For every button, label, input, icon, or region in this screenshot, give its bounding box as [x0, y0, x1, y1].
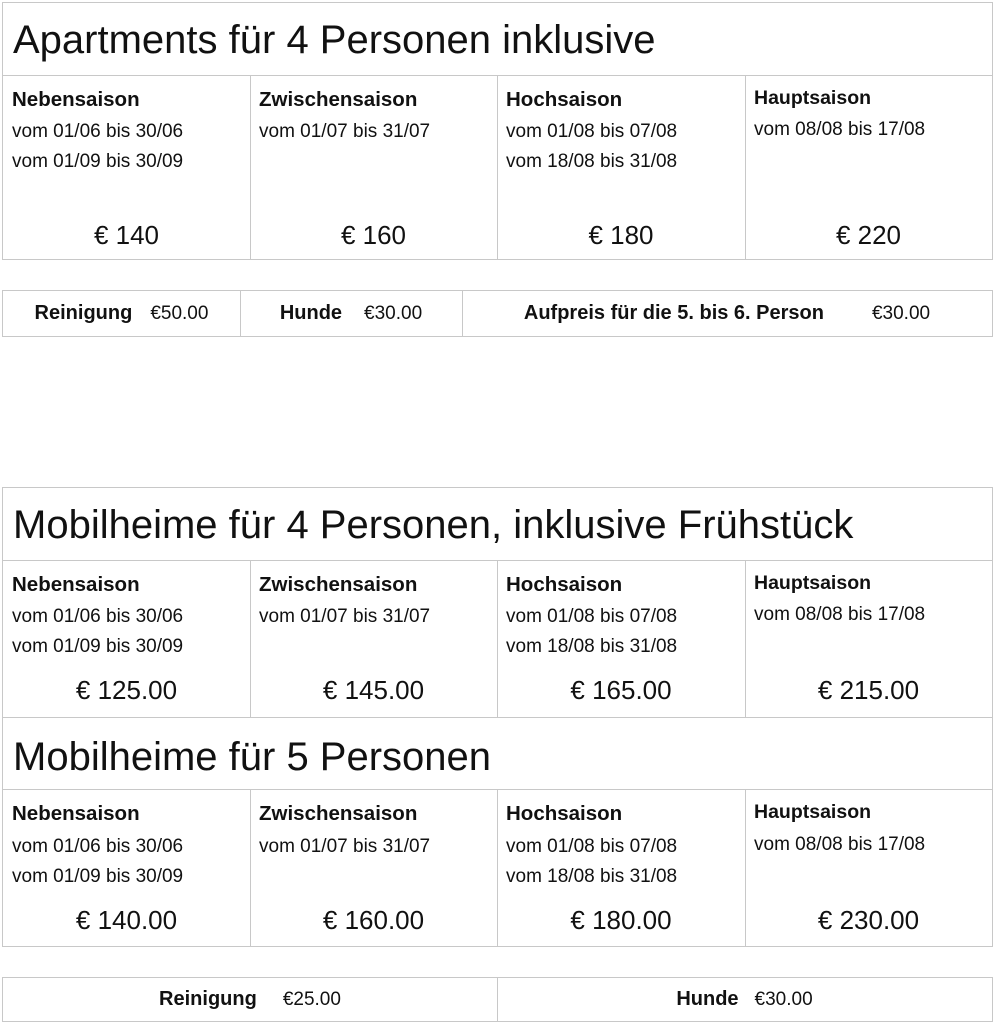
season-price: € 145.00 [322, 675, 425, 705]
season-cell-hauptsaison [745, 789, 992, 946]
fee-value: €30.00 [754, 988, 813, 1010]
date-range: vom 01/08 bis 07/08 [506, 836, 678, 857]
date-range: vom 08/08 bis 17/08 [754, 119, 926, 140]
season-name: Hauptsaison [754, 87, 872, 109]
season-name: Zwischensaison [259, 802, 418, 825]
fee-value: €25.00 [282, 988, 341, 1010]
section-title: Mobilheime für 4 Personen, inklusive Frühstück [13, 503, 854, 547]
season-cell-hauptsaison [745, 75, 992, 259]
date-range: vom 01/09 bis 30/09 [12, 151, 184, 172]
season-price: € 165.00 [570, 675, 672, 705]
season-price: € 180.00 [570, 905, 672, 935]
divider [3, 717, 992, 718]
mobilheime-price-table [2, 487, 993, 947]
date-range: vom 08/08 bis 17/08 [754, 834, 926, 855]
date-range: vom 18/08 bis 31/08 [506, 866, 678, 887]
season-name: Zwischensaison [259, 573, 418, 596]
date-range: vom 01/06 bis 30/06 [12, 121, 184, 142]
fee-extra-person [462, 291, 992, 336]
season-cell-hochsaison [497, 789, 745, 946]
fee-label: Reinigung [159, 988, 257, 1010]
season-cell-hauptsaison [745, 560, 992, 717]
date-range: vom 18/08 bis 31/08 [506, 636, 678, 657]
fee-reinigung [3, 978, 497, 1021]
date-range: vom 01/08 bis 07/08 [506, 121, 678, 142]
date-range: vom 01/06 bis 30/06 [12, 606, 184, 627]
apartments-fees-row [2, 290, 993, 337]
season-price: € 220 [835, 220, 902, 250]
season-name: Hochsaison [506, 88, 623, 111]
season-name: Nebensaison [12, 88, 140, 111]
season-cell-hochsaison [497, 75, 745, 259]
season-price: € 140.00 [75, 905, 178, 935]
fee-value: €30.00 [871, 302, 931, 324]
fee-value: €30.00 [364, 302, 423, 324]
section-title: Apartments für 4 Personen inklusive [13, 18, 656, 62]
date-range: vom 01/07 bis 31/07 [259, 836, 431, 857]
date-range: vom 01/09 bis 30/09 [12, 636, 184, 657]
season-price: € 215.00 [817, 675, 920, 705]
season-cell-nebensaison [3, 75, 250, 259]
apartments-price-table [2, 2, 993, 260]
date-range: vom 01/07 bis 31/07 [259, 606, 431, 627]
fee-hunde [497, 978, 992, 1021]
season-price: € 160 [340, 220, 407, 250]
season-cell-zwischensaison [250, 560, 497, 717]
date-range: vom 01/06 bis 30/06 [12, 836, 184, 857]
season-name: Hochsaison [506, 802, 623, 825]
date-range: vom 08/08 bis 17/08 [754, 604, 926, 625]
date-range: vom 18/08 bis 31/08 [506, 151, 678, 172]
season-cell-zwischensaison [250, 75, 497, 259]
fee-label: Hunde [279, 302, 343, 324]
fee-label: Aufpreis für die 5. bis 6. Person [523, 302, 824, 324]
mobilheime-fees-row [2, 977, 993, 1022]
fee-value: €50.00 [150, 302, 209, 324]
season-cell-hochsaison [497, 560, 745, 717]
fee-label: Reinigung [34, 302, 133, 324]
season-name: Hauptsaison [754, 801, 872, 823]
season-price: € 180 [588, 220, 654, 250]
section-title: Mobilheime für 5 Personen [13, 735, 492, 779]
date-range: vom 01/09 bis 30/09 [12, 866, 184, 887]
fee-label: Hunde [676, 988, 739, 1010]
fee-reinigung [3, 291, 240, 336]
season-price: € 140 [93, 220, 160, 250]
season-cell-zwischensaison [250, 789, 497, 946]
season-price: € 160.00 [322, 905, 425, 935]
season-name: Nebensaison [12, 802, 140, 825]
date-range: vom 01/08 bis 07/08 [506, 606, 678, 627]
date-range: vom 01/07 bis 31/07 [259, 121, 431, 142]
season-price: € 230.00 [817, 905, 920, 935]
season-name: Nebensaison [12, 573, 140, 596]
season-cell-nebensaison [3, 560, 250, 717]
fee-hunde [240, 291, 462, 336]
season-name: Zwischensaison [259, 88, 418, 111]
season-name: Hauptsaison [754, 572, 872, 594]
season-price: € 125.00 [75, 675, 178, 705]
season-name: Hochsaison [506, 573, 623, 596]
season-cell-nebensaison [3, 789, 250, 946]
